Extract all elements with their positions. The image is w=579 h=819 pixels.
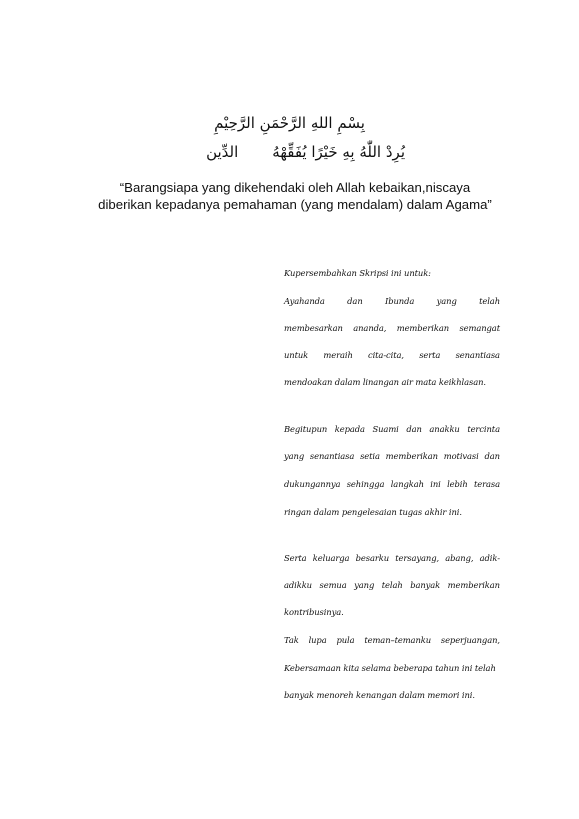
dedication-line-5: mendoakan dalam linangan air mata keikhlasan. xyxy=(284,377,486,387)
word: anakku xyxy=(429,424,460,434)
word: meraih xyxy=(323,350,353,360)
word: lupa xyxy=(308,635,327,645)
word: keluarga xyxy=(312,553,350,563)
word: seperjuangan, xyxy=(440,635,500,645)
dedication-line-8 xyxy=(284,479,500,489)
word: yang xyxy=(284,451,305,461)
word: adik- xyxy=(479,553,500,563)
word: setia xyxy=(360,451,380,461)
word: senantiasa xyxy=(309,451,355,461)
word: terasa xyxy=(473,479,500,489)
dedication-line-11 xyxy=(284,580,500,590)
dedication-line-3 xyxy=(284,323,500,333)
word: adikku xyxy=(284,580,312,590)
word: memberikan xyxy=(385,451,438,461)
word: tersayang, xyxy=(395,553,440,563)
word: memberikan xyxy=(447,580,500,590)
word: abang, xyxy=(445,553,474,563)
word: dan xyxy=(406,424,422,434)
word: Begitupun xyxy=(284,424,328,434)
dedication-line-7 xyxy=(284,451,500,461)
dedication-line-2 xyxy=(284,296,500,306)
word: dan xyxy=(347,296,363,306)
word: banyak xyxy=(410,580,441,590)
dedication-line-1: Kupersembahkan Skripsi ini untuk: xyxy=(284,268,431,278)
dedication-line-4 xyxy=(284,350,500,360)
word: ini xyxy=(430,479,441,489)
dedication-line-13 xyxy=(284,635,500,645)
word: motivasi xyxy=(443,451,479,461)
hadith-translation-quote: “Barangsiapa yang dikehendaki oleh Allah kebaikan,niscaya diberikan kepadanya pemahaman (yang mendalam) dalam Agama” xyxy=(98,180,492,212)
word: Ibunda xyxy=(385,296,415,306)
word: sehingga xyxy=(346,479,385,489)
word: telah xyxy=(381,580,403,590)
word: ananda, xyxy=(353,323,387,333)
word: lebih xyxy=(447,479,468,489)
word: Serta xyxy=(284,553,307,563)
word: untuk xyxy=(284,350,309,360)
word: teman–temanku xyxy=(364,635,432,645)
word: serta xyxy=(419,350,441,360)
word: Tak xyxy=(284,635,299,645)
word: Suami xyxy=(372,424,399,434)
word: membesarkan xyxy=(284,323,343,333)
basmalah-text: بِسْمِ اللهِ الرَّحْمَنِ الرَّحِيْمِ xyxy=(214,114,365,132)
word: senantiasa xyxy=(455,350,500,360)
word: pula xyxy=(336,635,355,645)
dedication-line-14: Kebersamaan kita selama beberapa tahun ini telah xyxy=(284,663,496,673)
word: semangat xyxy=(459,323,500,333)
dedication-line-15: banyak menoreh kenangan dalam memori ini. xyxy=(284,690,475,700)
word: kepada xyxy=(334,424,365,434)
word: yang xyxy=(354,580,375,590)
dedication-line-6 xyxy=(284,424,500,434)
hadith-arabic-part1: يُرِدْ اللّٰهُ بِهِ خَيْرًا يُفَقِّهْهُ xyxy=(272,143,405,161)
word: dukungannya xyxy=(284,479,341,489)
dedication-line-9: ringan dalam pengelesaian tugas akhir ini. xyxy=(284,507,462,517)
dedication-line-10 xyxy=(284,553,500,563)
word: dan xyxy=(484,451,500,461)
word: telah xyxy=(479,296,500,306)
word: Ayahanda xyxy=(284,296,325,306)
word: cita-cita, xyxy=(368,350,404,360)
dedication-line-12: kontribusinya. xyxy=(284,607,344,617)
word: semua xyxy=(319,580,347,590)
word: yang xyxy=(436,296,457,306)
word: tercinta xyxy=(467,424,500,434)
word: besarku xyxy=(355,553,390,563)
word: memberikan xyxy=(396,323,450,333)
hadith-arabic-text xyxy=(175,143,405,161)
word: langkah xyxy=(390,479,424,489)
hadith-arabic-part2: الدِّين xyxy=(206,143,239,161)
